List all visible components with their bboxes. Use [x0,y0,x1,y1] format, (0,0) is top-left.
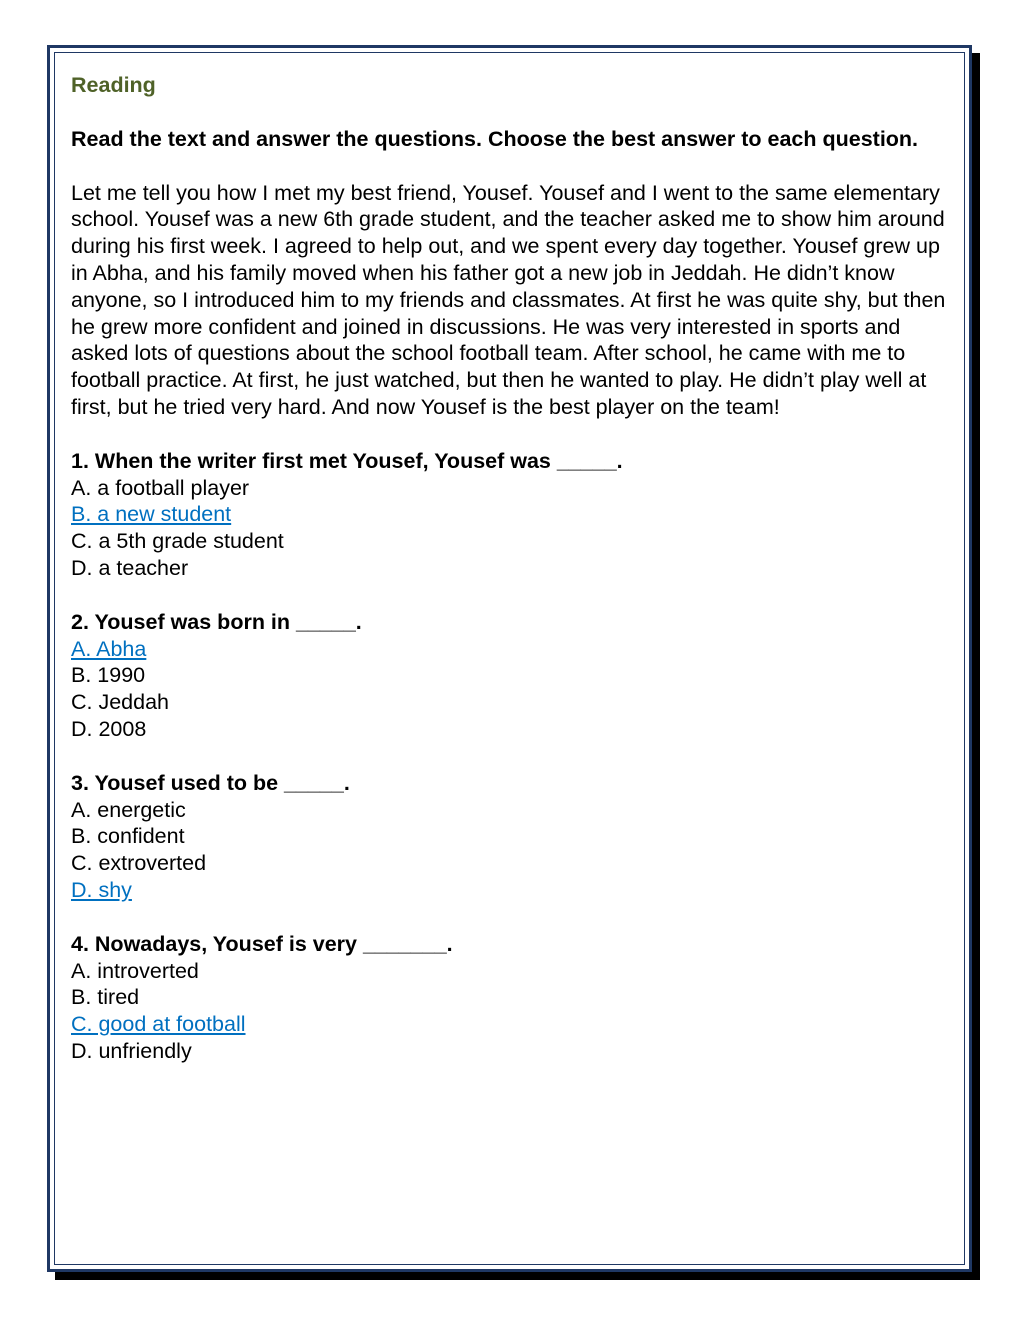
answer-option: C. a 5th grade student [71,529,284,554]
question-text: 3. Yousef used to be _____. [71,770,350,795]
correct-answer-link[interactable]: B. a new student [71,502,232,527]
reading-passage: Let me tell you how I met my best friend, Yousef. Yousef and I went to the same elementary school. Yousef was a new 6th grade student, and the teacher asked me to show him around during his first week. I agreed to help out, and we spent every day together. Yousef grew up in Abha, and his family moved when his father got a new job in Jeddah. He didn’t know anyone, so I introduced him to my friends and classmates. At first he was quite shy, but then he grew more confident and joined in discussions. He was very interested in sports and asked lots of questions about the school football team. After school, he came with me to football practice. At first, he just watched, but then he wanted to play. He didn’t play well at first, but he tried very hard. And now Yousef is the best player on the team! [71,180,946,419]
question-3 [71,770,946,904]
answer-option: D. a teacher [71,555,189,580]
answer-option: A. energetic [71,797,186,822]
correct-answer-link[interactable]: C. good at football [71,1012,246,1037]
answer-option: B. tired [71,985,140,1010]
question-text: 2. Yousef was born in _____. [71,609,362,634]
answer-option: C. Jeddah [71,690,170,715]
correct-answer-link[interactable]: D. shy [71,877,132,902]
question-text: 1. When the writer first met Yousef, Yousef was _____. [71,448,623,473]
answer-option: A. a football player [71,475,250,500]
section-heading: Reading [71,73,156,97]
answer-option: D. unfriendly [71,1038,192,1063]
worksheet-content [71,72,946,1065]
question-2 [71,609,946,743]
answer-option: B. confident [71,824,185,849]
question-1 [71,448,946,582]
answer-option: A. introverted [71,958,199,983]
question-text: 4. Nowadays, Yousef is very _______. [71,931,453,956]
correct-answer-link[interactable]: A. Abha [71,636,147,661]
instructions: Read the text and answer the questions. Choose the best answer to each question. [71,126,919,151]
answer-option: B. 1990 [71,663,146,688]
answer-option: C. extroverted [71,851,207,876]
question-4 [71,931,946,1065]
answer-option: D. 2008 [71,716,147,741]
